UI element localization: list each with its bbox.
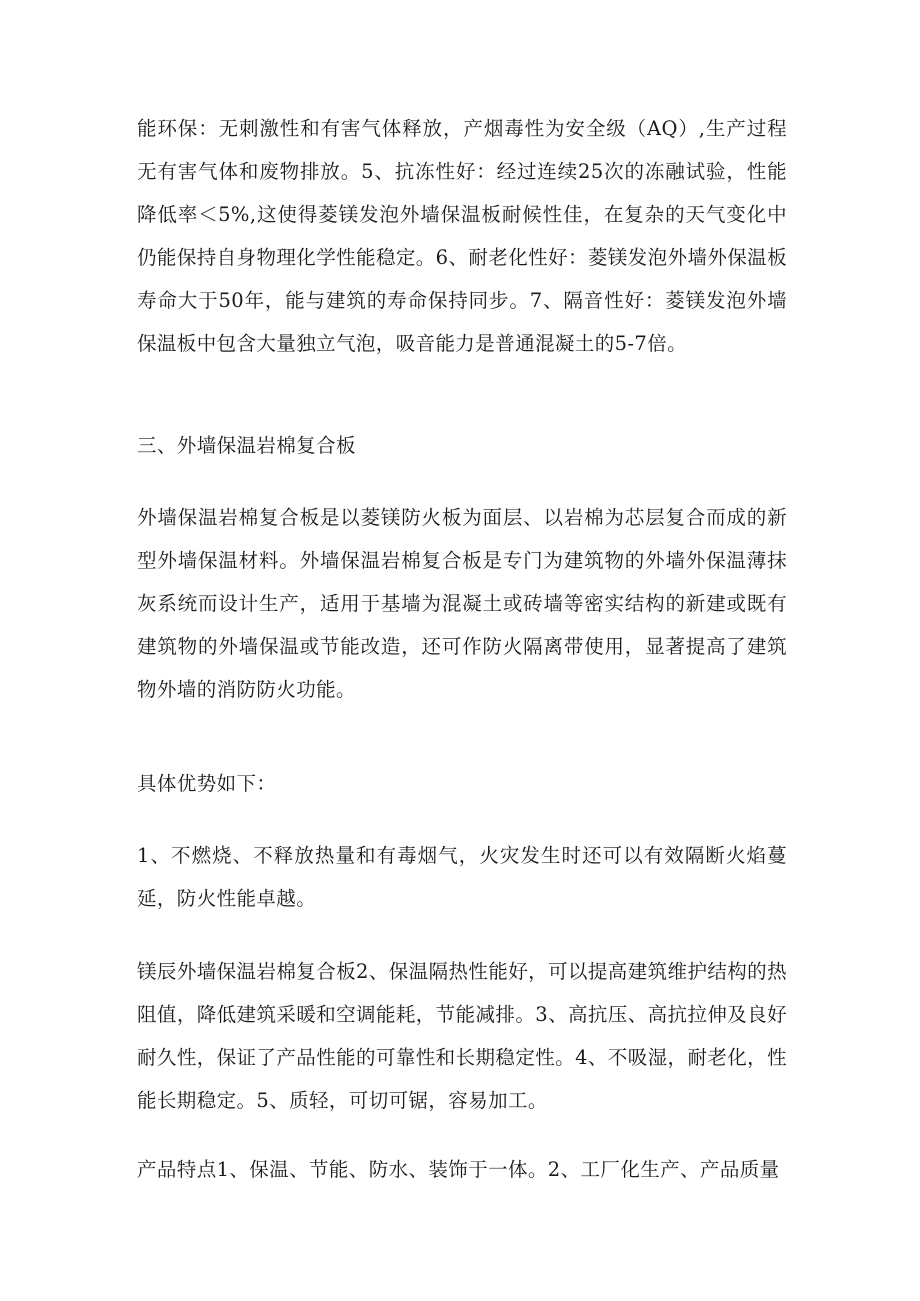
paragraph-product-features: 产品特点1、保温、节能、防水、装饰于一体。2、工厂化生产、产品质量 — [137, 1158, 780, 1181]
paragraph-advantages-intro: 具体优势如下： — [137, 772, 277, 795]
paragraph-rockwool-board-description: 外墙保温岩棉复合板是以菱镁防火板为面层、以岩棉为芯层复合而成的新型外墙保温材料。外墙保温岩棉复合板是专门为建筑物的外墙外保温薄抹灰系统而设计生产，适用于基墙为混凝土或砖墙等密实结构的新建或既有建筑物的外墙保温或节能改造，还可作防火隔离带使用，显著提高了建筑物外墙的消防防火功能。 — [137, 506, 787, 701]
paragraph-advantages-2-5: 镁辰外墙保温岩棉复合板2、保温隔热性能好，可以提高建筑维护结构的热阻值，降低建筑采暖和空调能耗，节能减排。3、高抗压、高抗拉伸及良好耐久性，保证了产品性能的可靠性和长期稳定性。4、不吸湿，耐老化，性能长期稳定。5、质轻，可切可锯，容易加工。 — [137, 960, 787, 1112]
section-heading-rockwool-composite-board: 三、外墙保温岩棉复合板 — [137, 434, 356, 457]
paragraph-advantage-1: 1、不燃烧、不释放热量和有毒烟气，火灾发生时还可以有效隔断火焰蔓延，防火性能卓越。 — [137, 844, 787, 910]
paragraph-insulation-properties: 能环保：无刺激性和有害气体释放，产烟毒性为安全级（AQ）,生产过程无有害气体和废物排放。5、抗冻性好：经过连续25次的冻融试验，性能降低率＜5%,这使得菱镁发泡外墙保温板耐候性佳，在复杂的天气变化中仍能保持自身物理化学性能稳定。6、耐老化性好：菱镁发泡外墙外保温板寿命大于50年，能与建筑的寿命保持同步。7、隔音性好：菱镁发泡外墙保温板中包含大量独立气泡，吸音能力是普通混凝土的5-7倍。 — [137, 117, 787, 355]
